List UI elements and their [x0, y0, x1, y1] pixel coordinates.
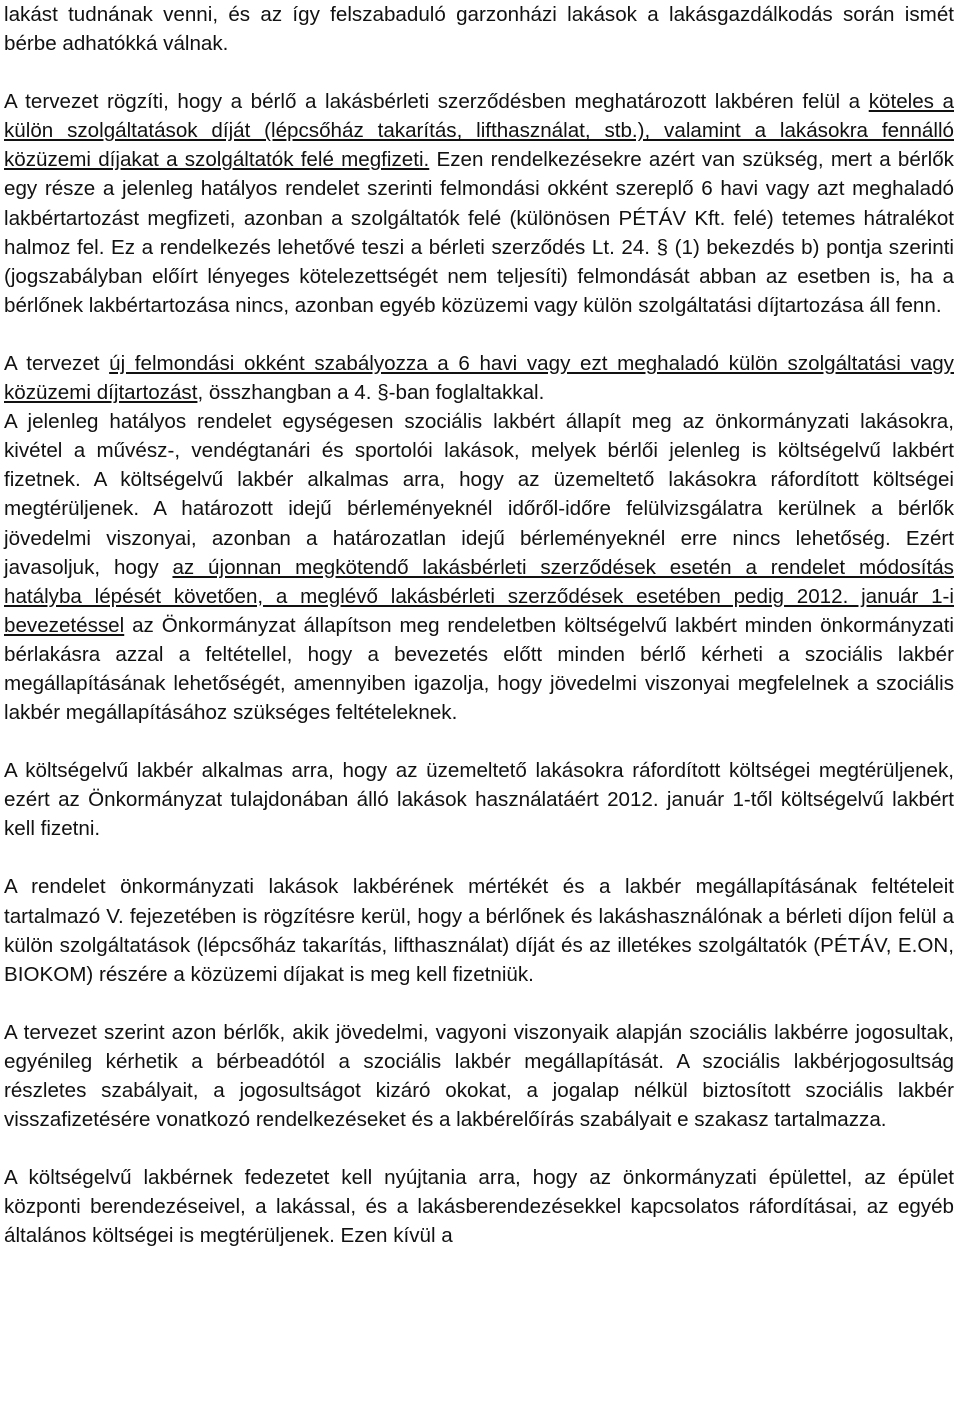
- paragraph-spacer: [4, 1134, 954, 1163]
- paragraph-spacer: [4, 843, 954, 872]
- text-span: A tervezet szerint azon bérlők, akik jövedelmi, vagyoni viszonyaik alapján szociális lakbérre jogosultak, egyénileg kérhetik a bérbeadótól a szociális lakbér megállapítását. A szociális lakbérjogosultság részletes szabályait, a jogosultságot kizáró okokat, a jogalap nélkül biztosított szociális lakbér visszafizetésére vonatkozó rendelkezéseket és a lakbérelőírás szabályait e szakasz tartalmazza.: [4, 1020, 954, 1132]
- paragraph-spacer: [4, 989, 954, 1018]
- text-span: A jelenleg hatályos rendelet egységesen szociális lakbért állapít meg az önkormányzati lakásokra, kivétel a művész-, vendégtanári és sportolói lakások, melyek bérlői jelenleg is költségelvű lakbért fizetnek. A költségelvű lakbér alkalmas arra, hogy az üzemeltető lakásokra ráfordított költségei megtérüljenek. A határozott idejű bérleményeknél időről-időre felülvizsgálatra kerülnek a bérlők jövedelmi viszonyai, azonban a határozatlan idejű bérleményeknél erre nincs lehetőség. Ezért javasoljuk, hogy: [4, 410, 954, 579]
- underlined-text: új felmondási okként szabályozza a 6 havi vagy ezt meghaladó külön szolgáltatási vagy közüzemi díjtartozást: [4, 351, 954, 405]
- paragraph-fedezet: [4, 1163, 954, 1250]
- paragraph-v-fejezet: [4, 872, 954, 988]
- paragraph-szocialis-lakber: [4, 1018, 954, 1134]
- paragraph-spacer: [4, 727, 954, 756]
- text-span: az Önkormányzat állapítson meg rendeletben költségelvű lakbért minden önkormányzati bérlakásra azzal a feltétellel, hogy a bevezetés előtt minden bérlő kérheti a szociális lakbér megállapításának lehetőségét, amennyiben igazolja, hogy jövedelmi viszonyai megfelelnek a szociális lakbér megállapításához szükséges feltételeknek.: [4, 613, 954, 725]
- paragraph-spacer: [4, 58, 954, 87]
- text-span: lakást tudnának venni, és az így felszabaduló garzonházi lakások a lakásgazdálkodás során ismét bérbe adhatókká válnak.: [4, 3, 954, 56]
- underlined-text: az újonnan megkötendő lakásbérleti szerződések esetén a rendelet módosítás hatályba lépését követően, a meglévő lakásbérleti szerződések esetében pedig 2012. január 1-i bevezetéssel: [4, 555, 954, 637]
- text-span: A tervezet: [4, 351, 110, 375]
- paragraph-koltsegelvu-lakber-fizetes: [4, 756, 954, 843]
- text-span: A tervezet rögzíti, hogy a bérlő a lakásbérleti szerződésben meghatározott lakbéren felül a: [4, 90, 869, 114]
- text-span: A rendelet önkormányzati lakások lakbérének mértékét és a lakbér megállapításának feltételeit tartalmazó V. fejezetében is rögzítésre kerül, hogy a bérlőnek és lakáshasználónak a bérleti díjon felül a külön szolgáltatások (lépcsőház takarítás, lifthasználat) díját és az illetékes szolgáltatók (PÉTÁV, E.ON, BIOKOM) részére a közüzemi díjakat is meg kell fizetniük.: [4, 875, 954, 986]
- paragraph-spacer: [4, 320, 954, 349]
- paragraph-uj-felmondasi-ok: [4, 349, 954, 407]
- paragraph-kulon-szolgaltatasok: [4, 87, 954, 320]
- text-span: Ezen rendelkezésekre azért van szükség, mert a bérlők egy része a jelenleg hatályos rendelet szerinti felmondási okként szereplő 6 havi vagy azt meghaladó lakbértartozást megfizeti, azonban a szolgáltatók felé (különösen PÉTÁV Kft. felé) tetemes hátralékot halmoz fel. Ez a rendelkezés lehetővé teszi a bérleti szerződés Lt. 24. § (1) bekezdés b) pontja szerinti (jogszabályban előírt lényeges kötelezettségét nem teljesíti) felmondását abban az esetben is, ha a bérlőnek lakbértartozása nincs, azonban egyéb közüzemi vagy külön szolgáltatási díjtartozása áll fenn.: [4, 148, 954, 317]
- paragraph-garzonhaz: [4, 0, 954, 58]
- document-page: [4, 0, 954, 1250]
- underlined-text: köteles a külön szolgáltatások díját (lépcsőház takarítás, lifthasználat, stb.), valamint a lakásokra fennálló közüzemi díjakat a szolgáltatók felé megfizeti.: [4, 90, 954, 172]
- paragraph-koltsegelvu-lakber-javaslat: [4, 407, 954, 727]
- text-span: A költségelvű lakbér alkalmas arra, hogy az üzemeltető lakásokra ráfordított költségei megtérüljenek, ezért az Önkormányzat tulajdonában álló lakások használatáért 2012. január 1-től költségelvű lakbért kell fizetni.: [4, 759, 954, 841]
- text-span: A költségelvű lakbérnek fedezetet kell nyújtania arra, hogy az önkormányzati épülettel, az épület központi berendezéseivel, a lakással, és a lakásberendezésekkel kapcsolatos ráfordításai, az egyéb általános költségei is megtérüljenek. Ezen kívül a: [4, 1166, 954, 1248]
- text-span: , összhangban a 4. §-ban foglaltakkal.: [197, 381, 545, 405]
